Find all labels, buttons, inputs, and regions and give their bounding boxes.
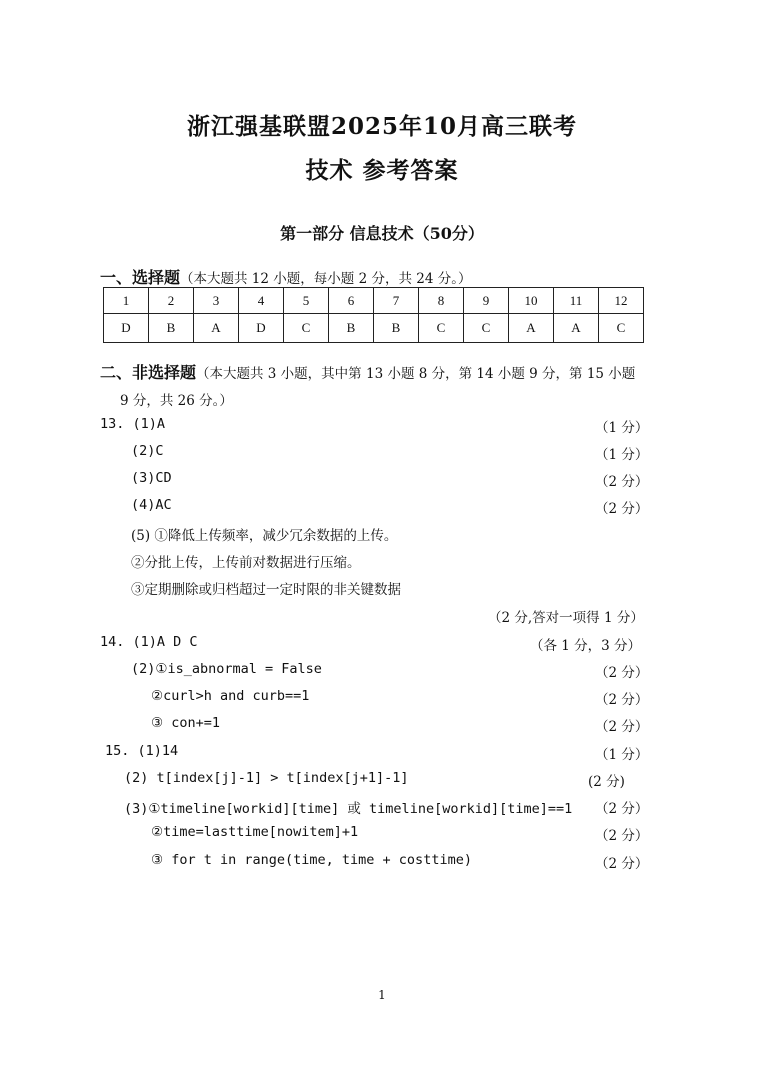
answer-row [104, 314, 644, 343]
answer-cell: C [464, 314, 509, 343]
question-number-cell: 6 [329, 288, 374, 314]
question-number-cell: 9 [464, 288, 509, 314]
q13-answer-3: (3)CD [131, 470, 172, 486]
answer-cell: B [329, 314, 374, 343]
document-subtitle: 技术 参考答案 [305, 157, 459, 184]
question-number-cell: 8 [419, 288, 464, 314]
q14-points-1: （各 1 分，3 分） [530, 638, 642, 654]
q14-points-2: （2 分） [595, 665, 649, 681]
question-number-cell: 7 [374, 288, 419, 314]
multiple-choice-answer-table [103, 287, 644, 343]
part2-heading-label: 二、非选择题 [100, 363, 197, 382]
q14-points-3: （2 分） [595, 692, 649, 708]
q15-answer-2: (2) t[index[j]-1] > t[index[j+1]-1] [124, 770, 409, 786]
question-number-cell: 12 [599, 288, 644, 314]
q15-answer-1: 15. (1)14 [105, 743, 179, 759]
q15-answer-3: (3)①timeline[workid][time] 或 timeline[workid][time]==1 [124, 801, 573, 817]
answer-cell: A [194, 314, 239, 343]
part2-heading-note: （本大题共 3 小题，其中第 13 小题 8 分，第 14 小题 9 分，第 15 小题 [196, 366, 636, 382]
answer-cell: C [284, 314, 329, 343]
part2-heading-note-continued: 9 分，共 26 分。） [120, 393, 233, 409]
question-number-cell: 3 [194, 288, 239, 314]
q14-answer-3: ②curl>h and curb==1 [151, 688, 310, 704]
q13-answer-5c: ③定期删除或归档超过一定时限的非关键数据 [131, 582, 401, 598]
q15-points-4: （2 分） [595, 828, 649, 844]
part2-heading [100, 360, 635, 383]
q13-answer-4: (4)AC [131, 497, 172, 513]
part1-heading [100, 265, 471, 288]
q13-answer-1: 13. (1)A [100, 416, 166, 432]
q14-answer-4: ③ con+=1 [151, 715, 220, 731]
answer-cell: A [554, 314, 599, 343]
q15-points-3: （2 分） [595, 801, 649, 817]
q13-points-1: （1 分） [595, 420, 649, 436]
question-number-cell: 1 [104, 288, 149, 314]
q13-points-5: （2 分,答对一项得 1 分） [488, 610, 644, 626]
answer-cell: B [374, 314, 419, 343]
question-number-cell: 10 [509, 288, 554, 314]
section-title: 第一部分 信息技术（50分） [280, 224, 484, 243]
q13-points-2: （1 分） [595, 447, 649, 463]
q14-answer-2: (2)①is_abnormal = False [131, 661, 322, 677]
question-number-cell: 2 [149, 288, 194, 314]
q15-points-1: （1 分） [595, 747, 649, 763]
q15-points-5: （2 分） [595, 856, 649, 872]
q13-answer-2: (2)C [131, 443, 164, 459]
question-number-cell: 11 [554, 288, 599, 314]
q14-answer-1: 14. (1)A D C [100, 634, 198, 650]
answer-cell: D [104, 314, 149, 343]
answer-cell: A [509, 314, 554, 343]
q15-points-2: (2 分) [588, 774, 625, 790]
answer-cell: B [149, 314, 194, 343]
part1-heading-note: （本大题共 12 小题，每小题 2 分，共 24 分。） [180, 271, 472, 287]
question-number-cell: 4 [239, 288, 284, 314]
q13-points-4: （2 分） [595, 501, 649, 517]
q13-answer-5: (5) ①降低上传频率，减少冗余数据的上传。 [131, 528, 398, 544]
answer-cell: C [599, 314, 644, 343]
q15-answer-4: ②time=lasttime[nowitem]+1 [151, 824, 359, 840]
q15-answer-5: ③ for t in range(time, time + costtime) [151, 852, 472, 868]
question-number-cell: 5 [284, 288, 329, 314]
question-number-row [104, 288, 644, 314]
q13-points-3: （2 分） [595, 474, 649, 490]
q13-answer-5b: ②分批上传，上传前对数据进行压缩。 [131, 555, 361, 571]
answer-cell: C [419, 314, 464, 343]
answer-cell: D [239, 314, 284, 343]
document-title: 浙江强基联盟2025年10月高三联考 [186, 113, 578, 140]
page-number: 1 [378, 988, 386, 1002]
q14-points-4: （2 分） [595, 719, 649, 735]
part1-heading-label: 一、选择题 [100, 268, 181, 287]
